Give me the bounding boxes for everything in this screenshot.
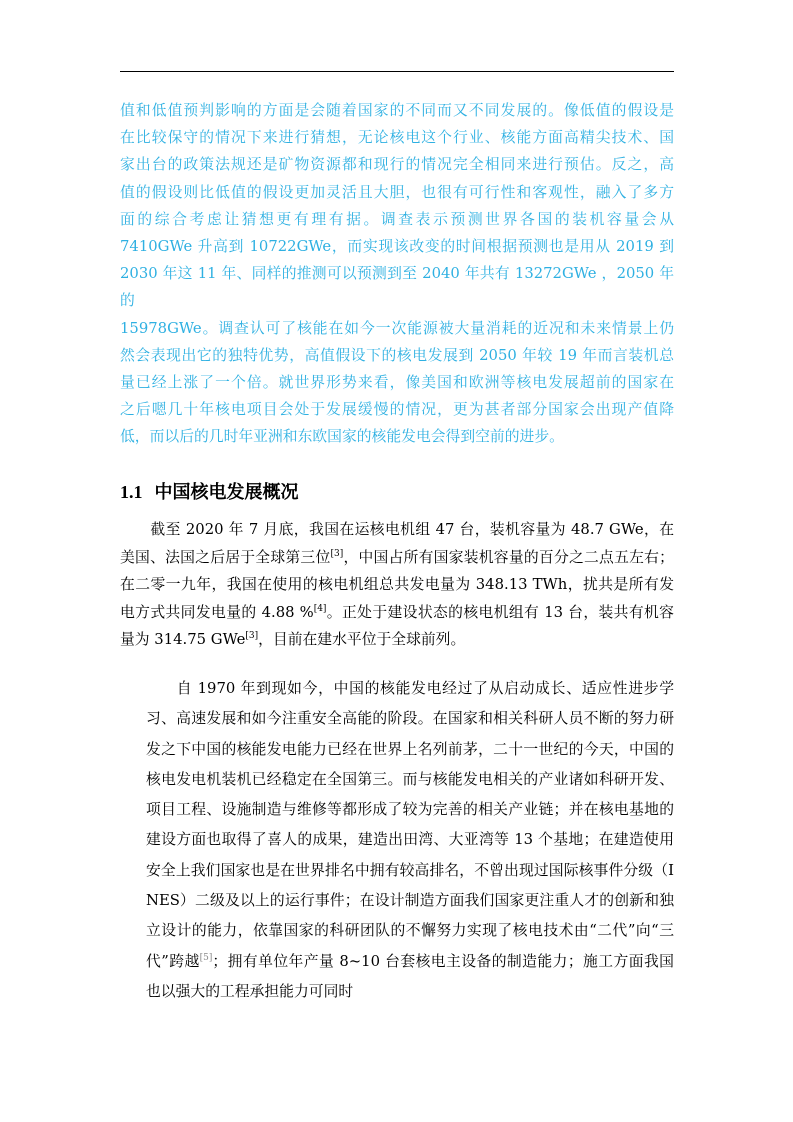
text-line: 量已经上涨了一个倍。就世界形势来看，像美国和欧洲等核电发展超前的国家在 (120, 374, 674, 392)
citation-ref[interactable]: [4] (313, 603, 327, 614)
paragraph-text: ，目前在建水平位于全球前列。 (258, 631, 466, 648)
text-line: 7410GWe 升高到 10722GWe，而实现该改变的时间根据预测也是用从 2019 到 (120, 238, 674, 256)
text-line: 面的综合考虑让猜想更有理有据。调查表示预测世界各国的装机容量会从 (120, 210, 674, 228)
text-line: 2030 年这 11 年、同样的推测可以预测到至 2040 年共有 13272GWe ，2050 年的 (120, 265, 674, 310)
text-line: 之后嗯几十年核电项目会处于发展缓慢的情况，更为甚者部分国家会出现产值降 (120, 401, 674, 419)
paragraph-forecast (120, 97, 674, 451)
paragraph-text: 自 1970 年到现如今，中国的核能发电经过了从启动成长、适应性进步学习、高速发展和如今注重安全高能的阶段。在国家和相关科研人员不断的努力研发之下中国的核能发电能力已经在世界上名列前茅，二十一世纪的今天，中国的核电发电机装机已经稳定在全国第三。而与核能发电相关的产业诸如科研开发、项目工程、设施制造与维修等都形成了较为完善的相关产业链；并在核电基地的建设方面也取得了喜人的成果，建造出田湾、大亚湾等 13 个基地；在建造使用安全上我们国家也是在世界排名中拥有较高排名，不曾出现过国际核事件分级（INES）二级及以上的运行事件；在设计制造方面我们国家更注重人才的创新和独立设计的能力，依靠国家的科研团队的不懈努力实现了核电技术由“二代”向“三代”跨越 (146, 680, 674, 970)
text-line: 然会表现出它的独特优势，高值假设下的核电发展到 2050 年较 19 年而言装机总 (120, 346, 674, 364)
paragraph-development-history (146, 674, 674, 1007)
citation-ref[interactable]: [3] (330, 548, 344, 559)
text-line: 15978GWe。调查认可了核能在如今一次能源被大量消耗的近况和未来情景上仍 (120, 319, 674, 337)
text-line: 在比较保守的情况下来进行猜想，无论核电这个行业、核能方面高精尖技术、国 (120, 129, 674, 147)
citation-ref[interactable]: [3] (245, 631, 259, 641)
section-heading (120, 478, 299, 504)
section-number: 1.1 (120, 482, 143, 502)
paragraph-text: ，中国占所有国家装机容量的百分之二点五左右；在二零一九年，我国在使用的核电机组总共发电量为 348.13 TWh，扰共是所有发电方式共同发电量的 4.88 % (120, 548, 674, 621)
paragraph-text: 截至 2020 年 7 月底，我国在运核电机组 47 台，装机容量为 48.7 GWe，在美国、法国之后居于全球第三位 (120, 521, 674, 566)
text-line: 值的假设则比低值的假设更加灵活且大胆，也很有可行性和客观性，融入了多方 (120, 183, 674, 201)
text-line: 值和低值预判影响的方面是会随着国家的不同而又不同发展的。像低值的假设是 (120, 102, 674, 119)
citation-ref[interactable]: [5] (199, 952, 213, 963)
paragraph-china-overview (120, 516, 674, 654)
section-title: 中国核电发展概况 (154, 482, 299, 503)
paragraph-text: ；拥有单位年产量 8~10 台套核电主设备的制造能力；施工方面我国也以强大的工程承担能力可同时 (146, 952, 674, 1000)
text-line: 家出台的政策法规还是矿物资源都和现行的情况完全相同来进行预估。反之，高 (120, 156, 674, 174)
paragraph-text: 。正处于建设状态的核电机组有 13 台，装共有机容量为 314.75 GWe (120, 603, 674, 648)
header-rule (120, 71, 674, 72)
text-line: 低，而以后的几时年亚洲和东欧国家的核能发电会得到空前的进步。 (120, 428, 564, 446)
